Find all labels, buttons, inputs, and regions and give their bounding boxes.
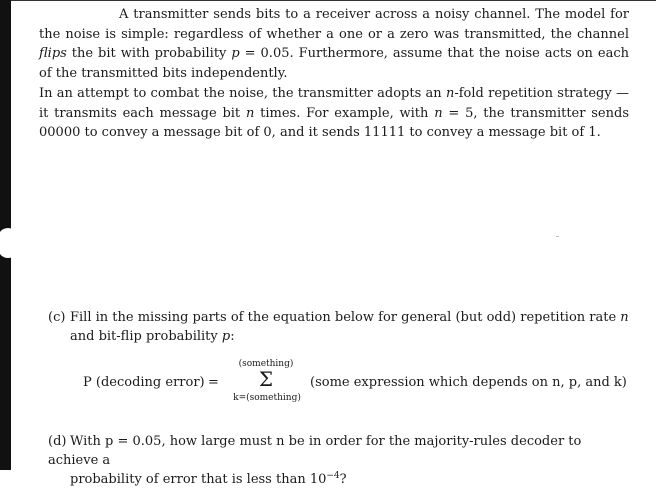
part-c-line-2 xyxy=(48,327,633,346)
equation-rhs: (some expression which depends on n, p, and k) xyxy=(310,375,627,390)
intro-paragraph-1 xyxy=(39,5,629,83)
part-c-var-p: p xyxy=(221,329,231,344)
part-d-exponent: −4 xyxy=(326,471,340,481)
part-d-line-2 xyxy=(48,470,633,489)
intro-p2-var-n2: n xyxy=(245,105,255,121)
scan-top-edge xyxy=(11,0,656,1)
sigma-icon: Σ xyxy=(258,367,274,391)
intro-p1-var-p: p xyxy=(231,46,240,61)
intro-p2-var-n1: n xyxy=(445,86,455,101)
intro-p2-text-3: times. For example, with xyxy=(254,105,435,121)
part-d-line-1 xyxy=(48,432,633,470)
part-c-var-n: n xyxy=(620,310,629,325)
sum-lower-limit: k=(something) xyxy=(233,393,301,403)
decoding-error-equation xyxy=(0,355,656,411)
part-c-text-2: and bit-flip probability xyxy=(70,329,222,344)
part-c-line-1 xyxy=(48,308,633,327)
intro-p2-text-4: = 5, the transmitter sends 00000 to convey a message bit of 0, and it sends 11111 to convey a message bit of 1. xyxy=(39,105,629,140)
equation-lhs: P (decoding error) xyxy=(83,375,205,390)
intro-p1-text-3: = 0.05. Furthermore, assume that the noise acts on each of the transmitted bits independently. xyxy=(39,46,629,81)
part-d-label: (d) xyxy=(48,434,67,449)
intro-p2-text-1: In an attempt to combat the noise, the transmitter adopts an xyxy=(39,86,446,101)
part-d-question-mark: ? xyxy=(339,472,347,487)
intro-p1-text-1: A transmitter sends bits to a receiver across a noisy channel. The model for the noise is simple: regardless of whether a one or a zero was transmitted, the channel xyxy=(39,7,629,42)
intro-p2-text-2: -fold repetition strategy — it transmits each message bit xyxy=(39,86,629,121)
part-c-text-1: Fill in the missing parts of the equation below for general (but odd) repetition rate xyxy=(70,310,621,325)
part-c-colon: : xyxy=(230,329,235,344)
part-d-text-2: probability of error that is less than 10 xyxy=(70,472,327,487)
part-c xyxy=(48,308,633,346)
part-c-label: (c) xyxy=(48,310,66,325)
intro-p2-var-n3: n xyxy=(434,105,443,121)
intro-p1-text-2: the bit with probability xyxy=(66,46,232,61)
intro-paragraph-2 xyxy=(39,84,629,143)
sum-upper-limit: (something) xyxy=(238,359,294,369)
part-d xyxy=(48,432,633,489)
part-d-text-1: With p = 0.05, how large must n be in order for the majority-rules decoder to achieve a xyxy=(48,434,582,468)
equals-sign: = xyxy=(208,375,219,390)
scan-speck xyxy=(556,236,559,237)
intro-p1-flips: flips xyxy=(39,46,67,61)
